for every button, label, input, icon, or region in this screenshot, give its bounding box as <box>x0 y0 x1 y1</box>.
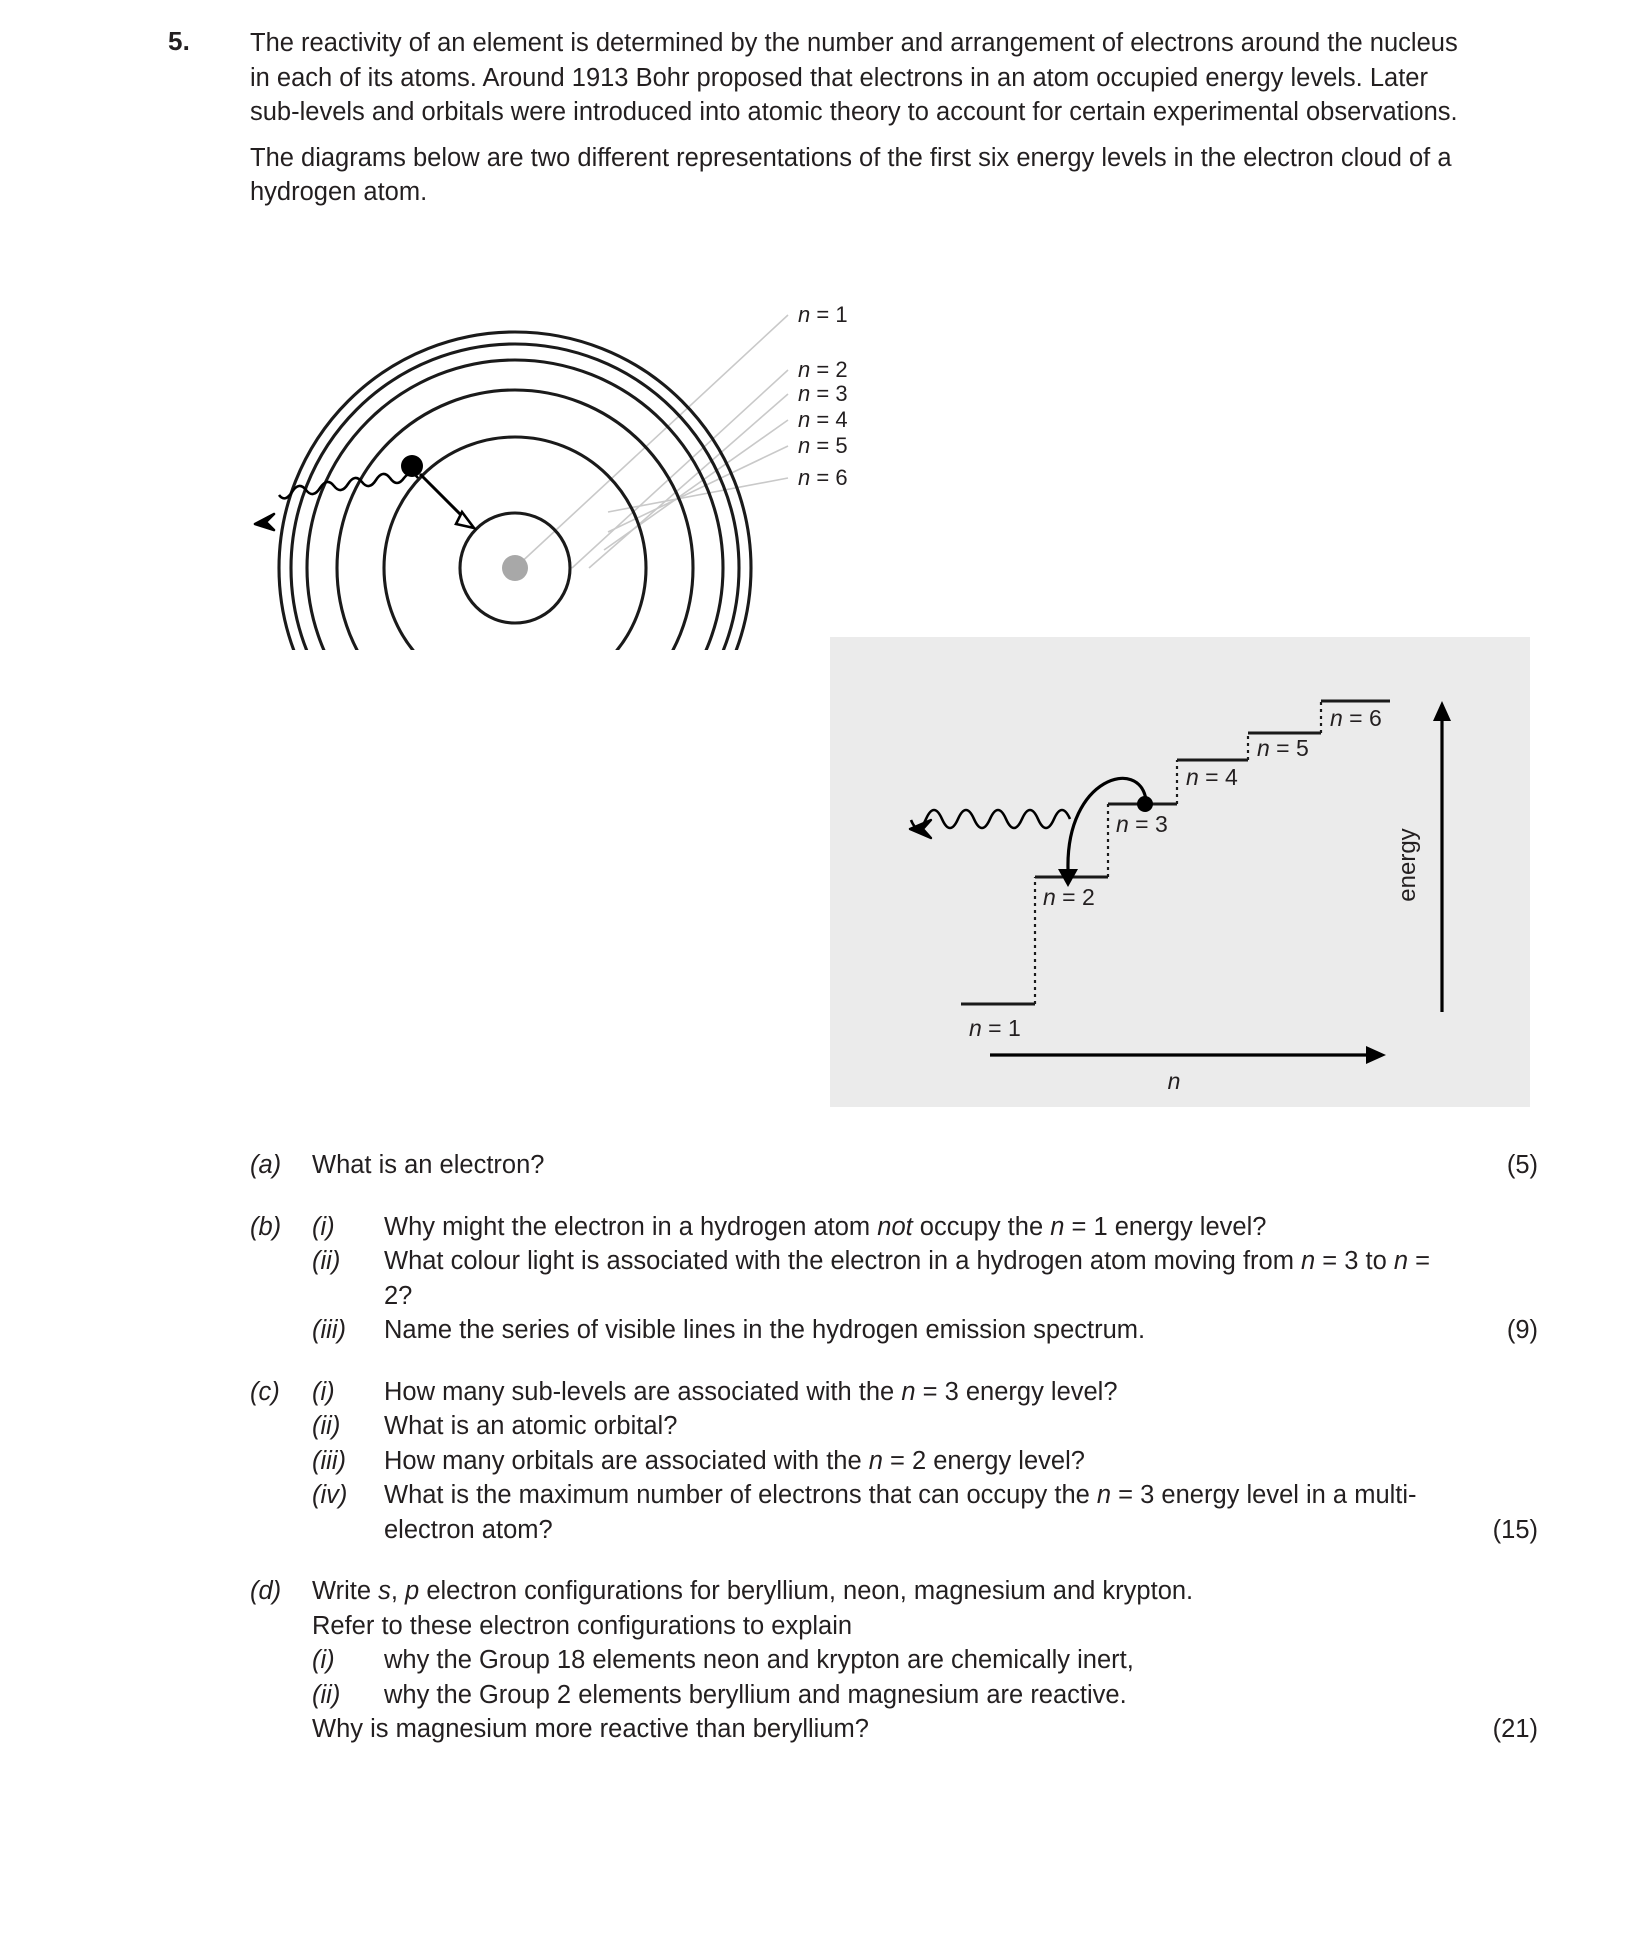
question-part-d <box>250 1574 1538 1747</box>
nucleus <box>502 555 528 581</box>
part-marks-b: (9) <box>1506 1316 1538 1344</box>
shell-circle-n6 <box>279 332 751 650</box>
part-text-a: What is an electron? <box>312 1151 545 1179</box>
question-row <box>250 1313 1538 1348</box>
shell-circle-n2 <box>384 437 646 650</box>
bohr-label-n6: n = 6 <box>798 465 848 490</box>
part-marks-d: (21) <box>1492 1715 1538 1743</box>
axes <box>990 701 1451 1064</box>
step-treads <box>961 701 1390 1004</box>
question-row <box>250 1409 1538 1444</box>
part-text-c-iii: How many orbitals are associated with the n = 2 energy level? <box>384 1446 1085 1475</box>
bohr-label-n4: n = 4 <box>798 407 848 432</box>
question-row <box>250 1609 1538 1644</box>
part-text-b-iii: Name the series of visible lines in the hydrogen emission spectrum. <box>384 1316 1146 1344</box>
question-row <box>250 1478 1538 1547</box>
question-row <box>250 1244 1538 1313</box>
part-label-d: (d) <box>250 1577 282 1605</box>
step-label-n4: n = 4 <box>1186 764 1238 790</box>
question-part-c <box>250 1375 1538 1548</box>
step-label-n3: n = 3 <box>1116 811 1168 837</box>
x-axis-arrowhead <box>1366 1046 1386 1064</box>
question-row <box>250 1574 1538 1609</box>
question-part-b <box>250 1210 1538 1348</box>
question-intro <box>250 26 1465 221</box>
question-number: 5. <box>168 26 191 56</box>
question-row <box>250 1712 1538 1747</box>
part-text-c-ii: What is an atomic orbital? <box>384 1412 678 1440</box>
question-row <box>250 1643 1538 1678</box>
sub-label-c-ii: (ii) <box>312 1412 341 1440</box>
electron-transition-arrow <box>420 474 474 528</box>
x-axis-label: n <box>1167 1068 1181 1094</box>
sub-label-c-iv: (iv) <box>312 1481 348 1509</box>
part-label-a: (a) <box>250 1151 282 1179</box>
energy-level-svg <box>830 637 1530 1107</box>
step-label-n6: n = 6 <box>1330 705 1382 731</box>
part-text-d: Write s, p electron configurations for beryllium, neon, magnesium and krypton. <box>312 1577 1194 1605</box>
part-text-d-lead: Refer to these electron configurations to explain <box>312 1611 853 1640</box>
part-text-d-final: Why is magnesium more reactive than beryllium? <box>312 1715 869 1743</box>
sub-label-b-ii: (ii) <box>312 1247 341 1275</box>
emitted-photon-wave <box>910 810 1070 838</box>
question-row <box>250 1444 1538 1479</box>
part-label-b: (b) <box>250 1212 282 1241</box>
step-label-n5: n = 5 <box>1257 735 1309 761</box>
bohr-label-n3: n = 3 <box>798 381 848 406</box>
question-row <box>250 1210 1538 1245</box>
sub-label-b-iii: (iii) <box>312 1316 346 1344</box>
intro-paragraph-1: The reactivity of an element is determined by the number and arrangement of electrons around the nucleus in each of its atoms. Around 1913 Bohr proposed that electrons in an atom occupied energy levels. Later sub-levels and orbitals were introduced into atomic theory to account for certain experimental observations. <box>250 29 1458 126</box>
step-label-n1: n = 1 <box>969 1015 1021 1041</box>
sub-label-d-i: (i) <box>312 1646 335 1674</box>
energy-level-diagram <box>830 637 1530 1107</box>
bohr-label-n2: n = 2 <box>798 357 848 382</box>
question-row <box>250 1678 1538 1713</box>
part-text-d-i: why the Group 18 elements neon and krypton are chemically inert, <box>384 1646 1134 1674</box>
bohr-model-svg <box>180 250 870 650</box>
bohr-shell-circles <box>279 332 751 650</box>
part-text-b-ii: What colour light is associated with the electron in a hydrogen atom moving from n = 3 to n = 2? <box>384 1247 1431 1310</box>
part-marks-c: (15) <box>1492 1515 1538 1544</box>
question-part-a <box>250 1148 1538 1183</box>
question-row <box>250 1148 1538 1183</box>
step-label-n2: n = 2 <box>1043 884 1095 910</box>
part-text-d-ii: why the Group 2 elements beryllium and magnesium are reactive. <box>384 1680 1127 1709</box>
y-axis-label: energy <box>1394 828 1421 902</box>
bohr-label-n1: n = 1 <box>798 302 848 327</box>
part-marks-a: (5) <box>1506 1151 1538 1179</box>
bohr-model-diagram <box>180 250 870 650</box>
part-text-c-i: How many sub-levels are associated with the n = 3 energy level? <box>384 1377 1118 1406</box>
sub-label-c-iii: (iii) <box>312 1446 346 1475</box>
step-labels <box>969 705 1382 1041</box>
question-row <box>250 1375 1538 1410</box>
bohr-shell-labels <box>798 302 848 490</box>
question-parts-list <box>250 1148 1538 1747</box>
bohr-label-n5: n = 5 <box>798 433 848 458</box>
y-axis-arrowhead <box>1433 701 1451 721</box>
part-label-c: (c) <box>250 1377 280 1406</box>
sub-label-b-i: (i) <box>312 1212 335 1241</box>
part-text-b-i: Why might the electron in a hydrogen atom not occupy the n = 1 energy level? <box>384 1212 1267 1241</box>
sub-label-c-i: (i) <box>312 1377 335 1406</box>
part-text-c-iv: What is the maximum number of electrons that can occupy the n = 3 energy level in a multi-electron atom? <box>384 1481 1417 1544</box>
sub-label-d-ii: (ii) <box>312 1680 341 1709</box>
intro-paragraph-2: The diagrams below are two different representations of the first six energy levels in the electron cloud of a hydrogen atom. <box>250 143 1452 206</box>
